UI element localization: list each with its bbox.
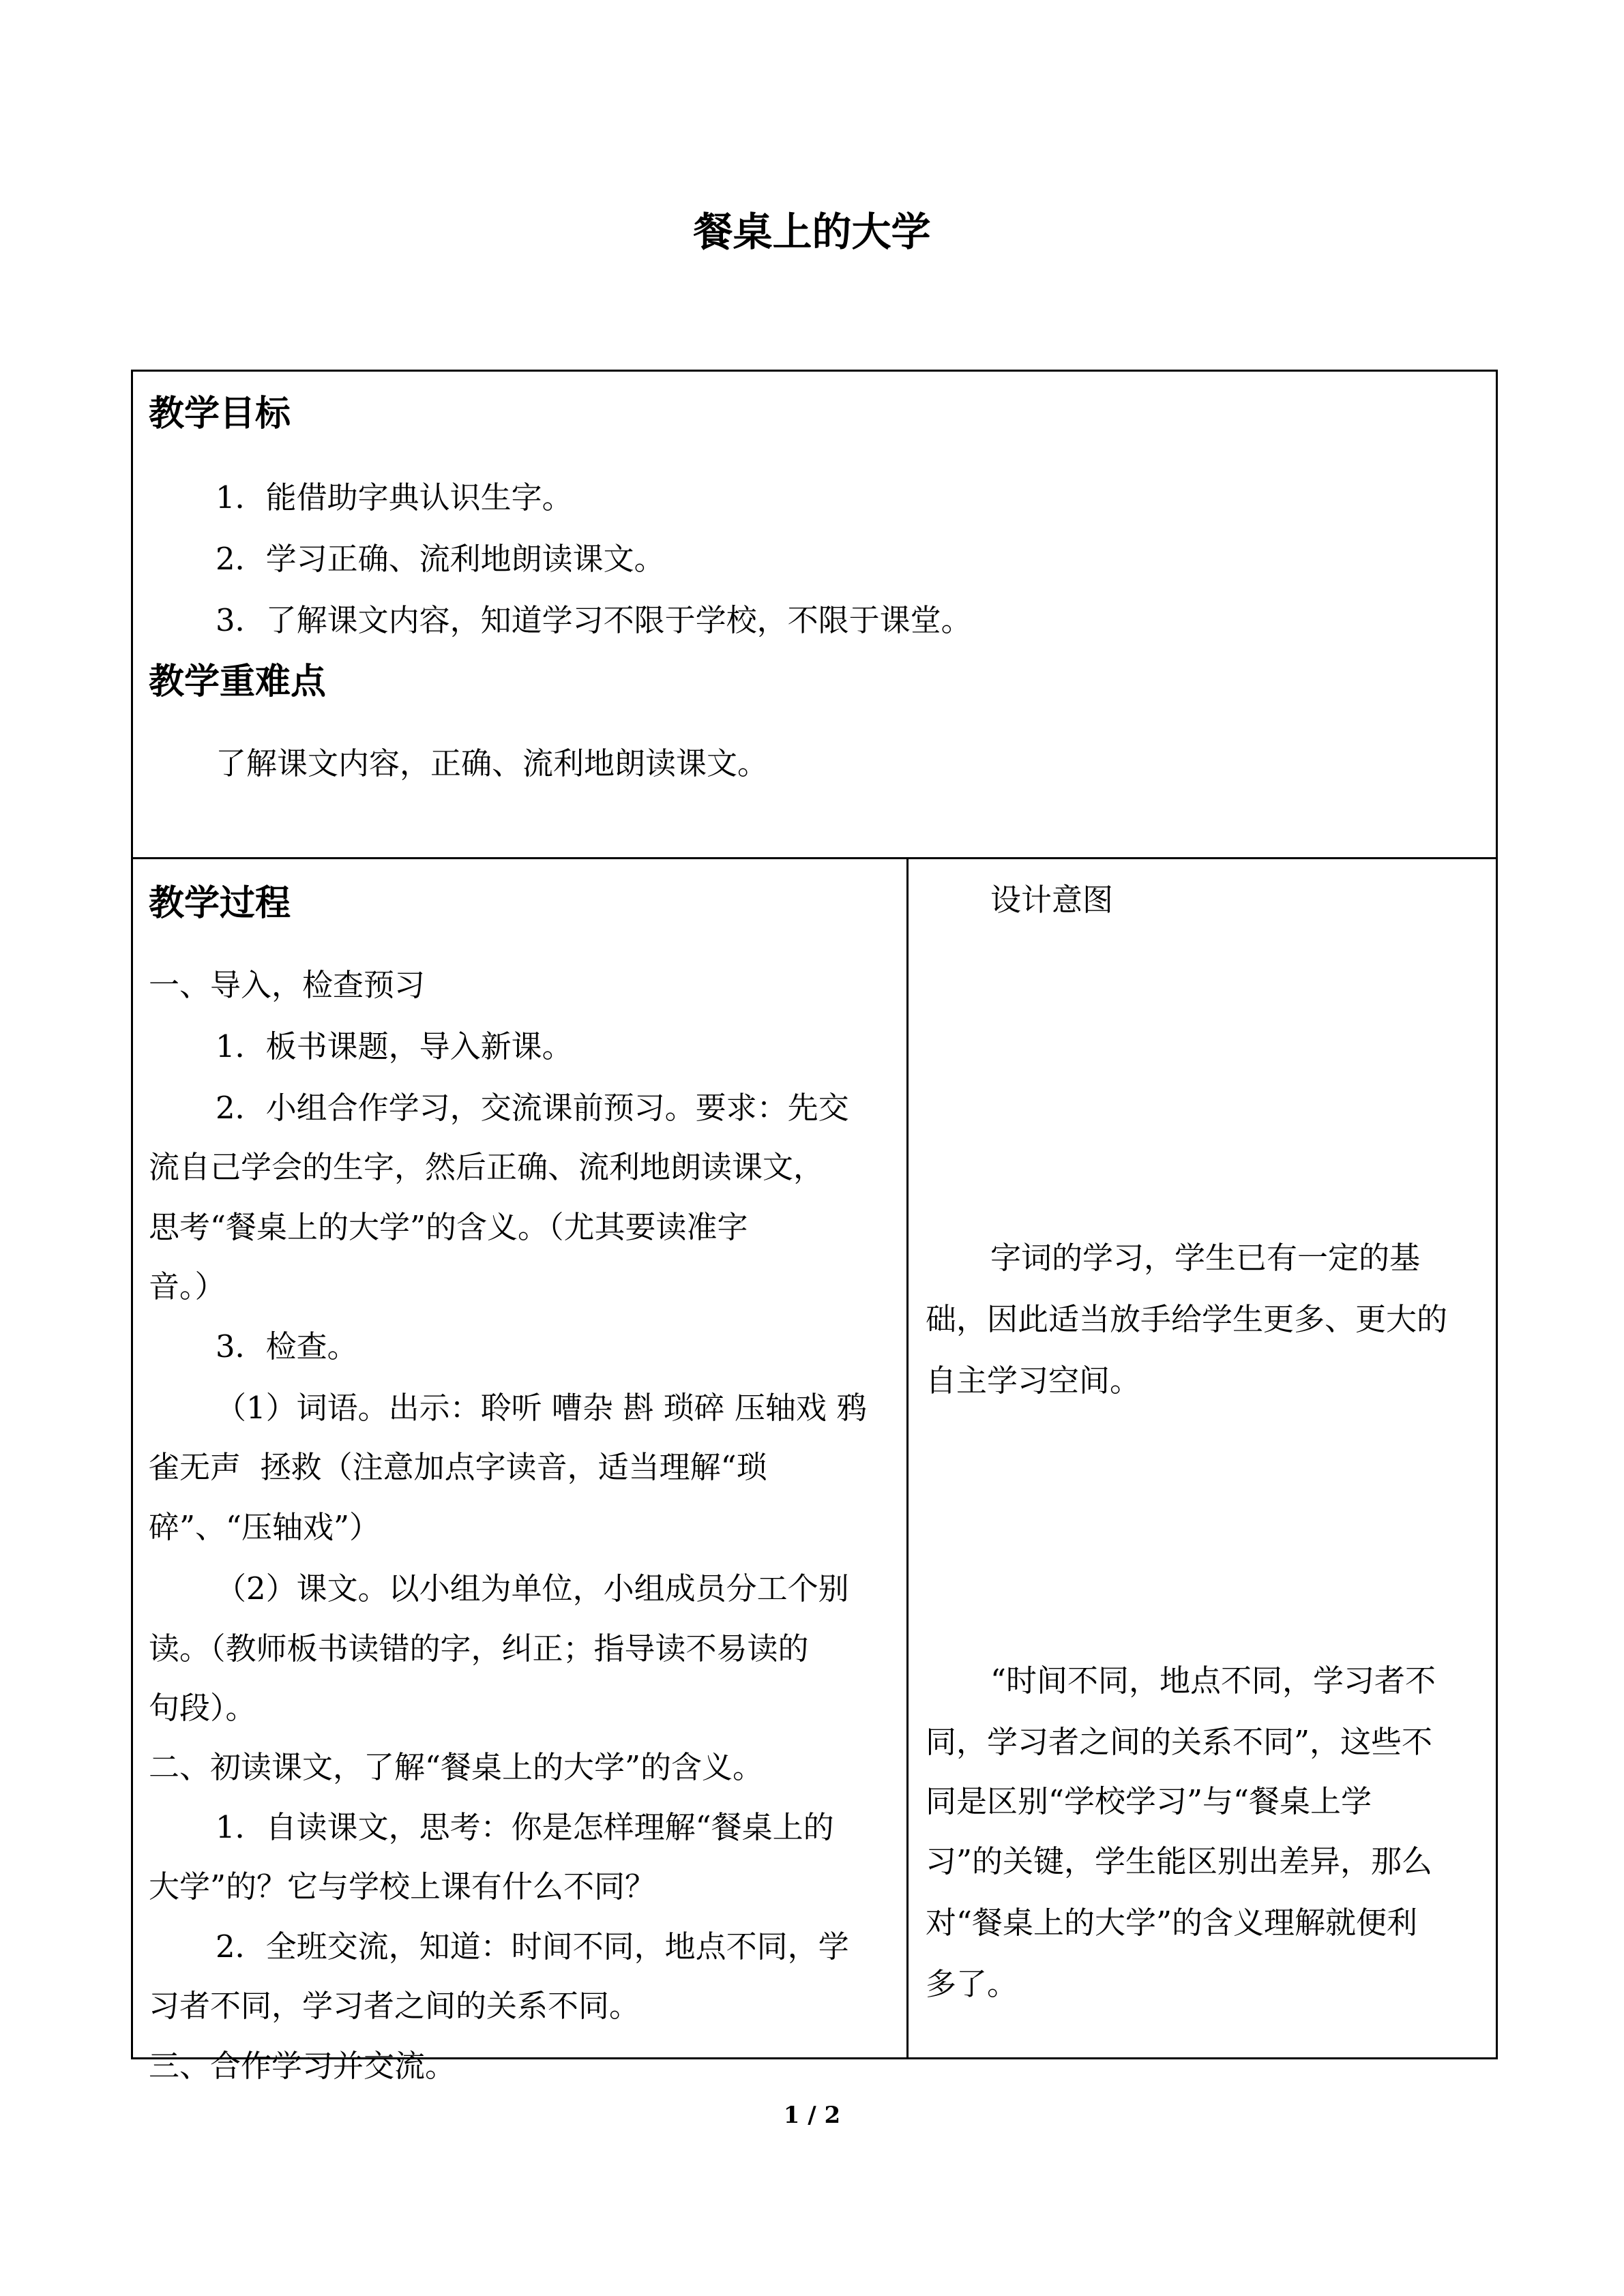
table-row-divider <box>131 857 1498 859</box>
design-heading: 设计意图 <box>990 882 1114 918</box>
process-line: 习者不同，学习者之间的关系不同。 <box>149 1988 640 2024</box>
process-line: 2．全班交流，知道：时间不同，地点不同，学 <box>216 1928 849 1965</box>
process-line: 1．自读课文，思考：你是怎样理解“餐桌上的 <box>216 1809 834 1845</box>
table-column-divider <box>906 857 909 2059</box>
design-note-line: 自主学习空间。 <box>926 1362 1141 1399</box>
process-heading: 教学过程 <box>149 883 291 924</box>
design-note-line: 同是区别“学校学习”与“餐桌上学 <box>926 1783 1372 1819</box>
page-number: 1 / 2 <box>783 2102 841 2129</box>
process-line: 碎”、“压轴戏”） <box>149 1509 381 1545</box>
design-note-line: 对“餐桌上的大学”的含义理解就便利 <box>926 1905 1418 1941</box>
process-line: 一、导入，检查预习 <box>149 967 426 1003</box>
design-note-line: 础，因此适当放手给学生更多、更大的 <box>926 1301 1448 1337</box>
process-line: 句段）。 <box>149 1690 256 1726</box>
design-note-line: 同，学习者之间的关系不同”，这些不 <box>926 1724 1433 1760</box>
process-line: （1）词语。出示：聆听 嘈杂 斟 琐碎 压轴戏 鸦 <box>216 1390 868 1426</box>
key-points-heading: 教学重难点 <box>149 661 327 702</box>
process-line: 音。） <box>149 1268 226 1304</box>
process-line: （2）课文。以小组为单位，小组成员分工个别 <box>216 1570 849 1607</box>
document-title: 餐桌上的大学 <box>693 209 931 255</box>
process-line: 大学”的？它与学校上课有什么不同？ <box>149 1868 656 1905</box>
goal-item: 3．了解课文内容，知道学习不限于学校，不限于课堂。 <box>216 602 972 638</box>
process-line: 读。（教师板书读错的字，纠正；指导读不易读的 <box>149 1630 809 1667</box>
process-line: 雀无声 拯救（注意加点字读音，适当理解“琐 <box>149 1449 767 1485</box>
process-line: 2．小组合作学习，交流课前预习。要求：先交 <box>216 1090 849 1126</box>
goals-heading: 教学目标 <box>149 393 291 434</box>
process-line: 思考“餐桌上的大学”的含义。（尤其要读准字 <box>149 1209 748 1245</box>
process-line: 二、初读课文，了解“餐桌上的大学”的含义。 <box>149 1749 764 1785</box>
process-line: 流自己学会的生字，然后正确、流利地朗读课文， <box>149 1149 825 1185</box>
design-note-line: 多了。 <box>926 1966 1018 2002</box>
design-note-line: “时间不同，地点不同，学习者不 <box>990 1663 1436 1699</box>
goal-item: 2．学习正确、流利地朗读课文。 <box>216 541 665 577</box>
process-line: 三、合作学习并交流。 <box>149 2048 456 2084</box>
design-note-line: 字词的学习，学生已有一定的基 <box>990 1240 1421 1276</box>
design-note-line: 习”的关键，学生能区别出差异，那么 <box>926 1843 1433 1879</box>
process-line: 1．板书课题，导入新课。 <box>216 1028 573 1064</box>
process-line: 3．检查。 <box>216 1328 358 1365</box>
key-points-text: 了解课文内容，正确、流利地朗读课文。 <box>216 745 769 781</box>
goal-item: 1．能借助字典认识生字。 <box>216 479 573 516</box>
